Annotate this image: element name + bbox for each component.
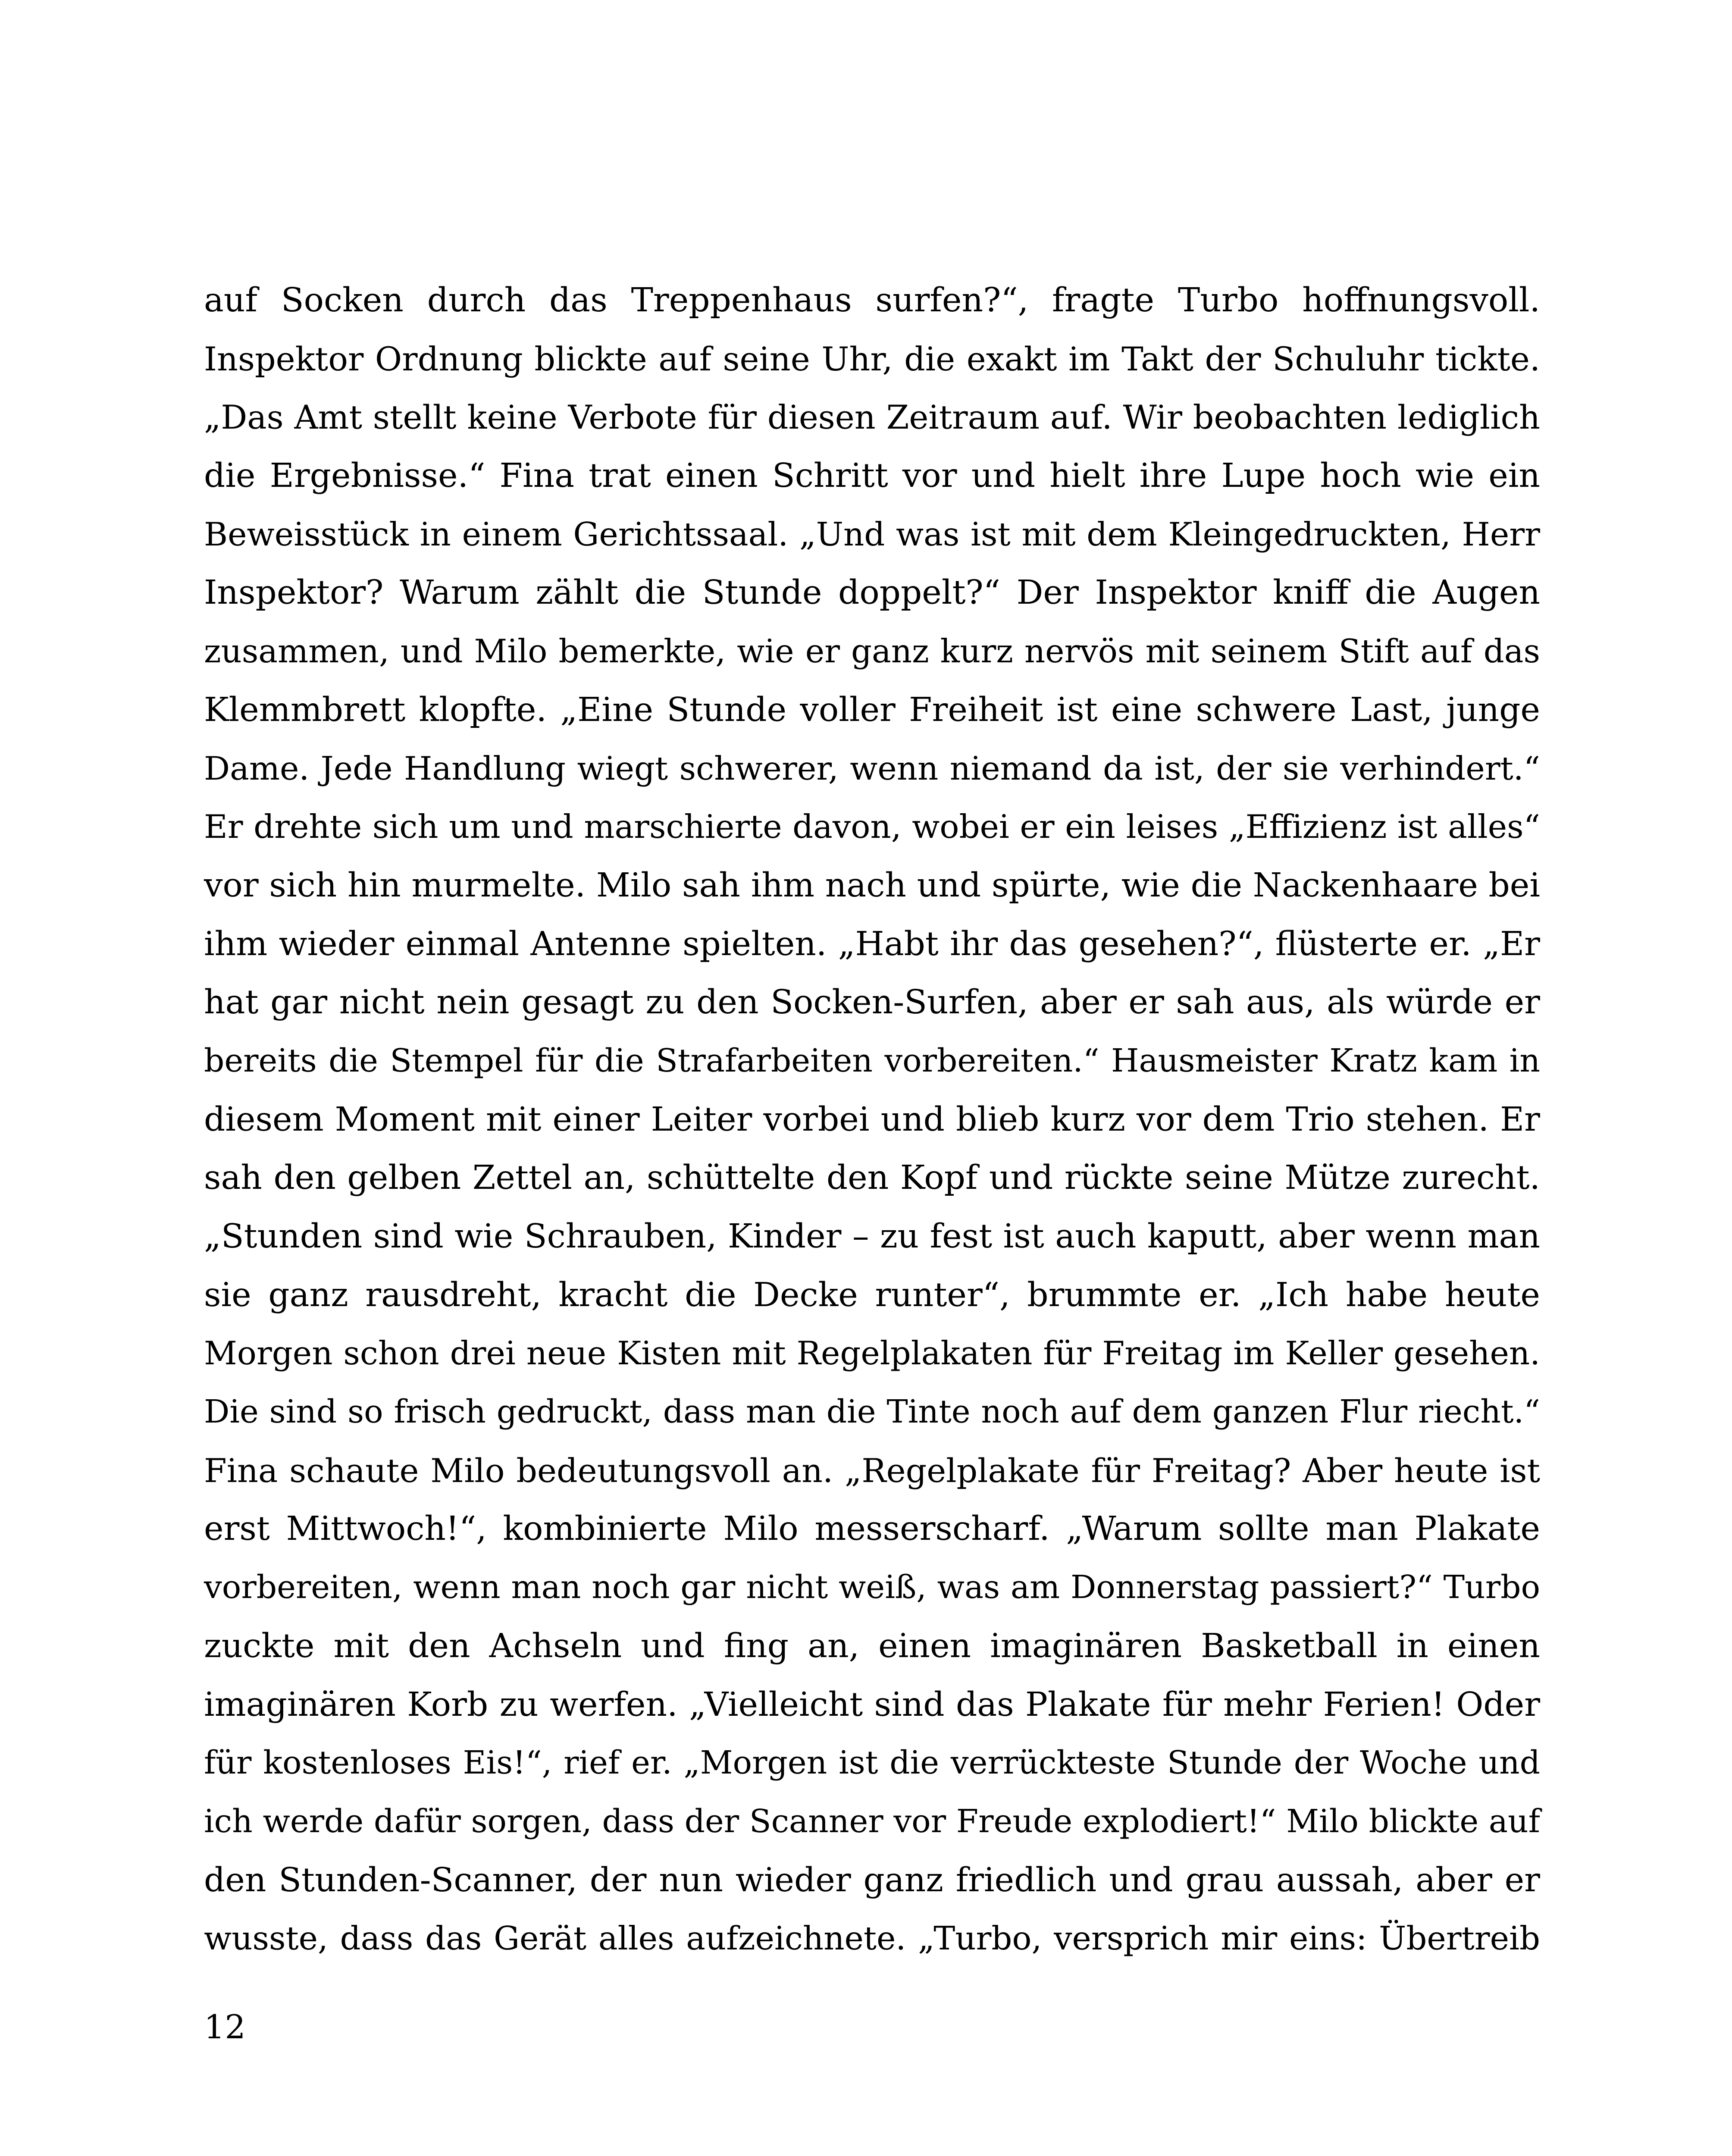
page-number: 12 <box>204 2008 246 2046</box>
text-line: diesem Moment mit einer Leiter vorbei und blieb kurz vor dem Trio stehen. Er <box>204 1100 1540 1139</box>
text-line: „Stunden sind wie Schrauben, Kinder – zu fest ist auch kaputt, aber wenn man <box>204 1217 1540 1256</box>
body-text <box>204 271 1540 1968</box>
text-line: „Das Amt stellt keine Verbote für diesen Zeitraum auf. Wir beobachten lediglich <box>204 398 1540 437</box>
text-line: vor sich hin murmelte. Milo sah ihm nach und spürte, wie die Nackenhaare bei <box>204 866 1540 905</box>
text-line: Inspektor? Warum zählt die Stunde doppelt?“ Der Inspektor kniff die Augen <box>204 573 1540 612</box>
text-line: sah den gelben Zettel an, schüttelte den Kopf und rückte seine Mütze zurecht. <box>204 1159 1540 1197</box>
text-line: sie ganz rausdreht, kracht die Decke runter“, brummte er. „Ich habe heute <box>204 1275 1540 1314</box>
text-line: den Stunden-Scanner, der nun wieder ganz friedlich und grau aussah, aber er <box>204 1861 1540 1899</box>
text-line: für kostenloses Eis!“, rief er. „Morgen ist die verrückteste Stunde der Woche und <box>204 1744 1540 1782</box>
text-line: erst Mittwoch!“, kombinierte Milo messerscharf. „Warum sollte man Plakate <box>204 1510 1540 1548</box>
text-line: hat gar nicht nein gesagt zu den Socken-Surfen, aber er sah aus, als würde er <box>204 983 1540 1022</box>
text-line: die Ergebnisse.“ Fina trat einen Schritt vor und hielt ihre Lupe hoch wie ein <box>204 457 1540 495</box>
text-line: Morgen schon drei neue Kisten mit Regelplakaten für Freitag im Keller gesehen. <box>204 1334 1540 1373</box>
text-line: Beweisstück in einem Gerichtssaal. „Und was ist mit dem Kleingedruckten, Herr <box>204 515 1540 553</box>
text-line: ihm wieder einmal Antenne spielten. „Habt ihr das gesehen?“, flüsterte er. „Er <box>204 924 1540 963</box>
text-line: Die sind so frisch gedruckt, dass man die Tinte noch auf dem ganzen Flur riecht.“ <box>204 1393 1540 1431</box>
text-line: bereits die Stempel für die Strafarbeiten vorbereiten.“ Hausmeister Kratz kam in <box>204 1042 1540 1079</box>
text-line: wusste, dass das Gerät alles aufzeichnete. „Turbo, versprich mir eins: Übertreib <box>204 1919 1540 1958</box>
text-line: vorbereiten, wenn man noch gar nicht weiß, was am Donnerstag passiert?“ Turbo <box>204 1569 1540 1606</box>
text-line: zusammen, und Milo bemerkte, wie er ganz kurz nervös mit seinem Stift auf das <box>204 632 1540 671</box>
text-line: ich werde dafür sorgen, dass der Scanner vor Freude explodiert!“ Milo blickte auf <box>204 1802 1540 1840</box>
text-line: auf Socken durch das Treppenhaus surfen?“, fragte Turbo hoffnungsvoll. <box>204 281 1540 320</box>
text-line: zuckte mit den Achseln und fing an, einen imaginären Basketball in einen <box>204 1626 1540 1665</box>
text-line: Fina schaute Milo bedeutungsvoll an. „Regelplakate für Freitag? Aber heute ist <box>204 1451 1540 1490</box>
text-line: Dame. Jede Handlung wiegt schwerer, wenn niemand da ist, der sie verhindert.“ <box>204 749 1540 787</box>
text-line: Inspektor Ordnung blickte auf seine Uhr, die exakt im Takt der Schuluhr tickte. <box>204 339 1540 378</box>
text-line: Klemmbrett klopfte. „Eine Stunde voller Freiheit ist eine schwere Last, junge <box>204 690 1540 729</box>
text-line: imaginären Korb zu werfen. „Vielleicht sind das Plakate für mehr Ferien! Oder <box>204 1685 1540 1724</box>
text-line: Er drehte sich um und marschierte davon, wobei er ein leises „Effizienz ist alles“ <box>204 808 1540 846</box>
